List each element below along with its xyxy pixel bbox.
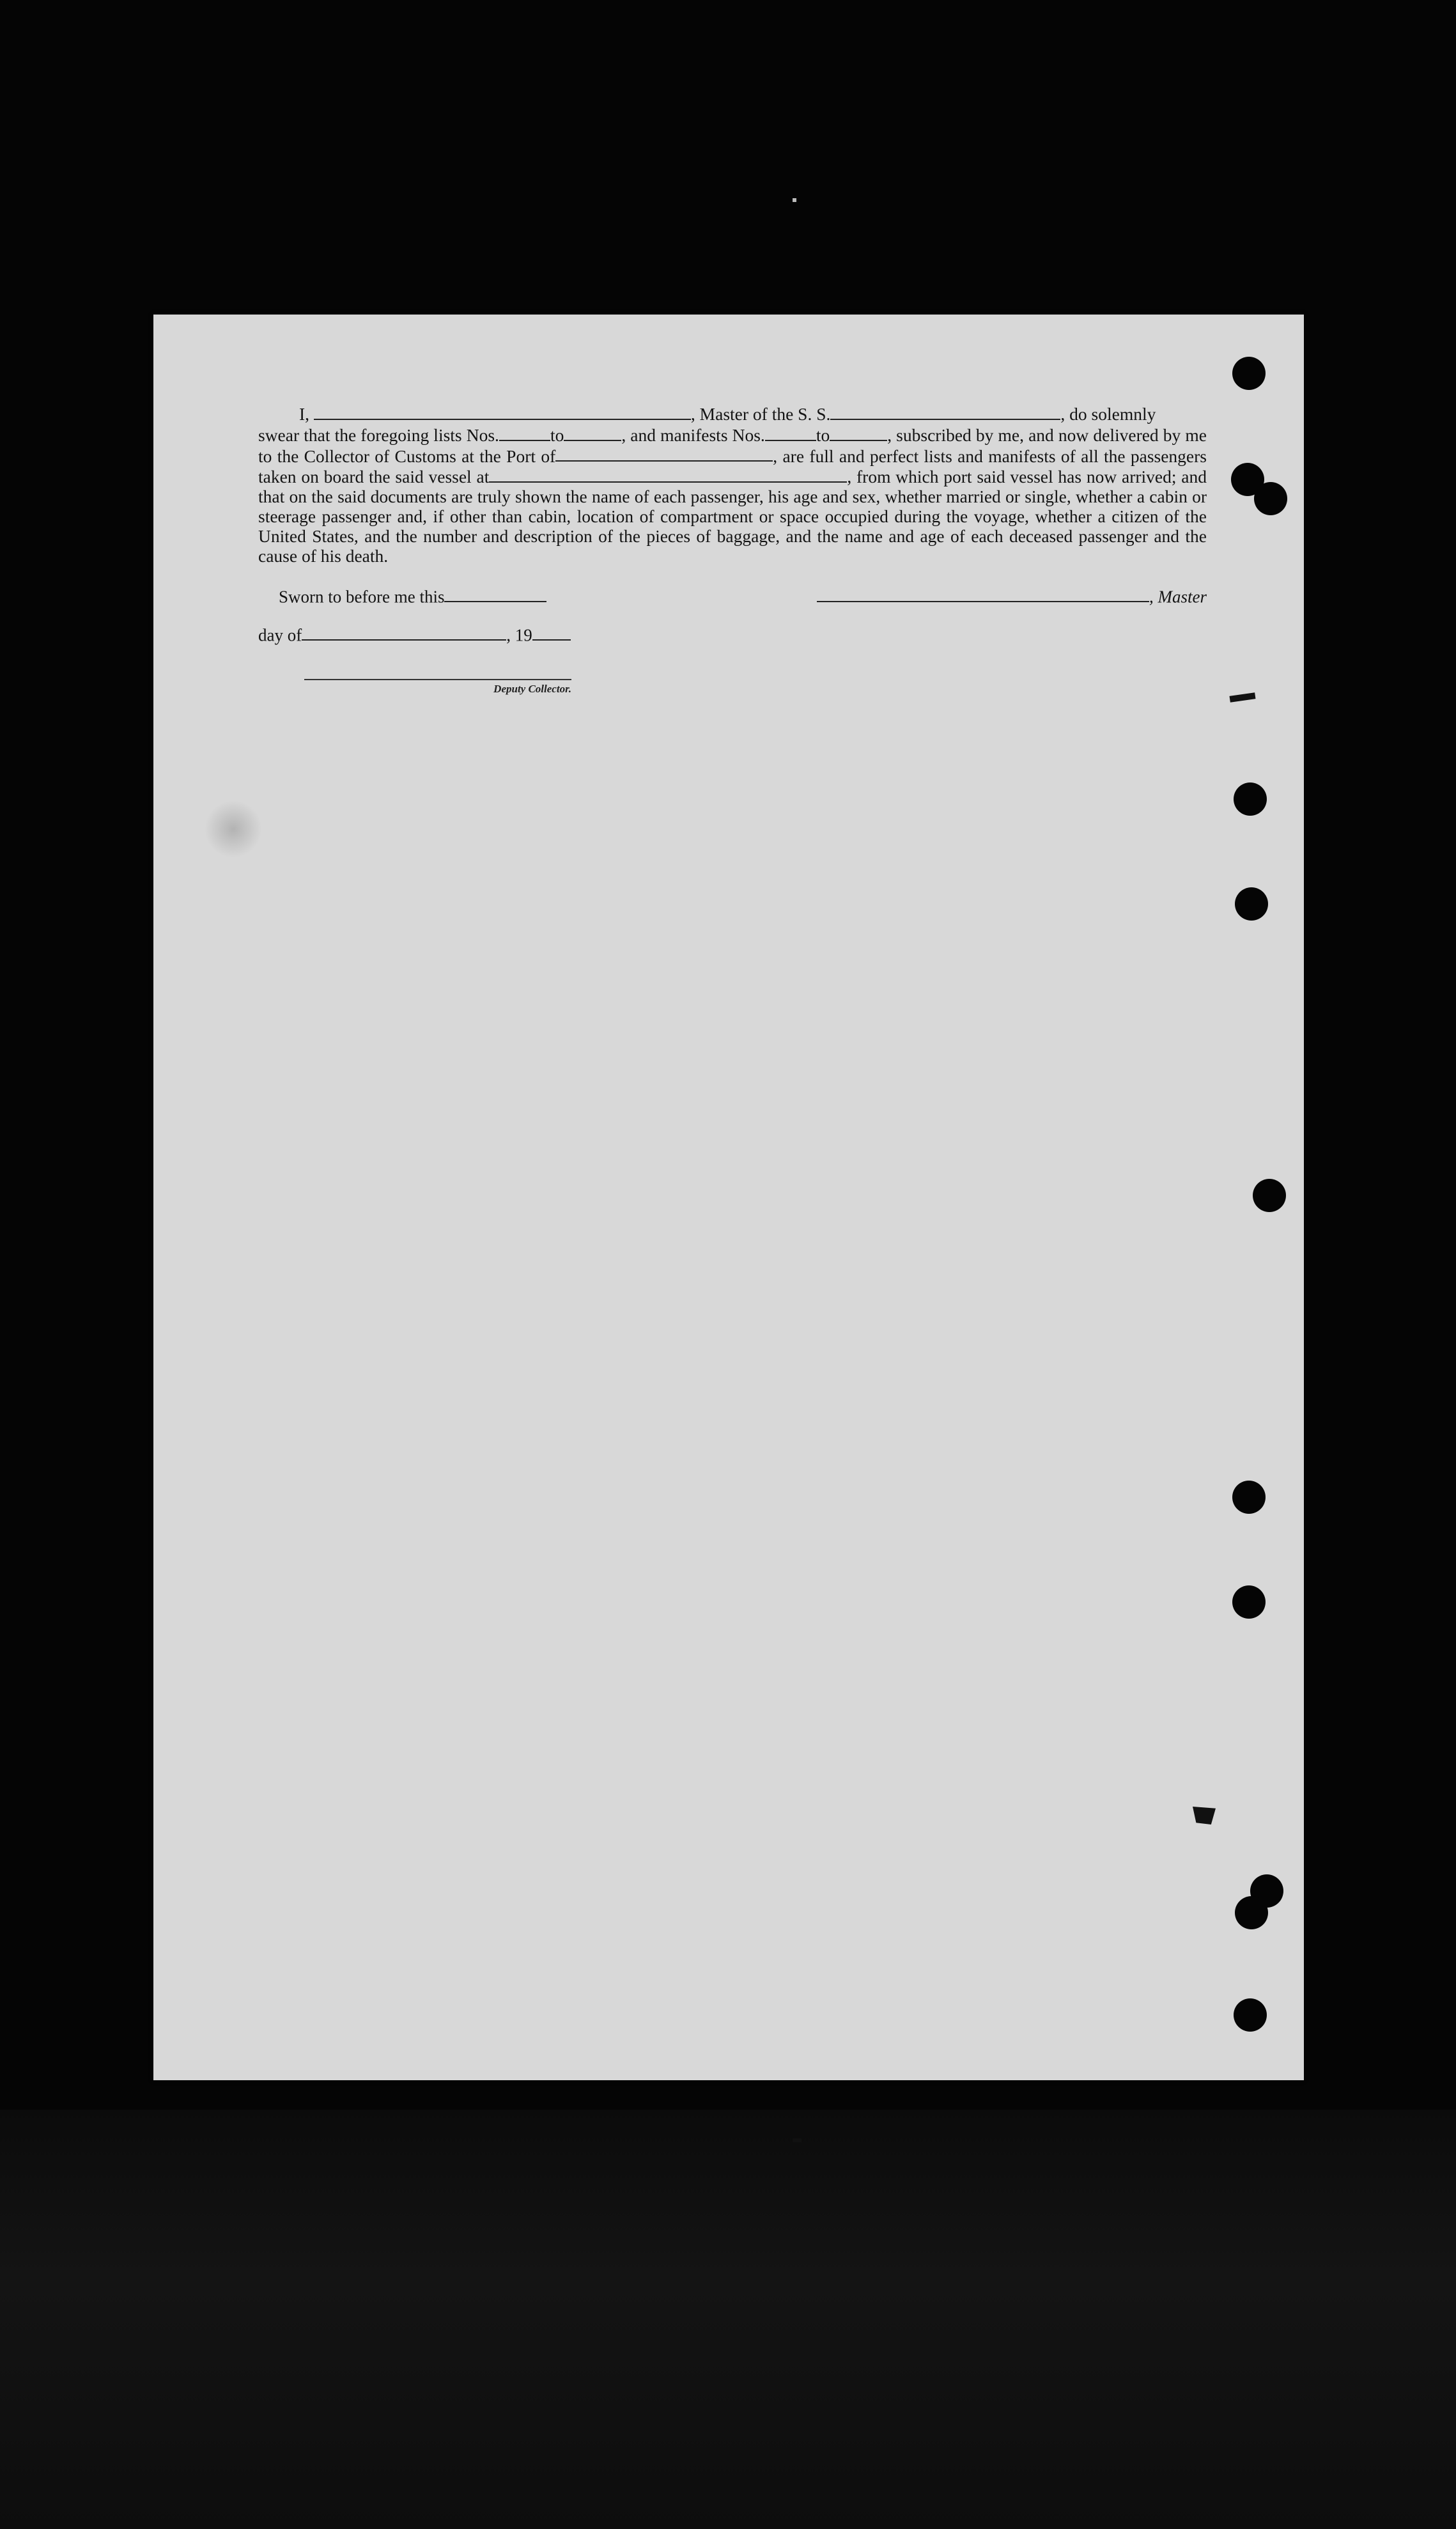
oath-subscribed: , subscribed by me, and now delivered by me to the Collector of Customs at the Port of xyxy=(258,424,1207,466)
oath-paragraph xyxy=(258,403,1207,566)
punch-hole xyxy=(1234,1998,1267,2032)
oath-and-manifests: , and manifests Nos. xyxy=(621,424,765,445)
deputy-collector-label: Deputy Collector. xyxy=(493,683,571,695)
year-blank xyxy=(532,624,571,641)
master-signature-blank xyxy=(817,586,1149,602)
oath-master-of-ss: , Master of the S. S. xyxy=(690,403,831,424)
punch-hole xyxy=(1235,887,1268,921)
scan-lower-band xyxy=(0,2110,1456,2529)
stamp-smudge xyxy=(205,800,262,858)
scan-speck xyxy=(793,2138,802,2142)
punch-hole xyxy=(1232,1481,1266,1514)
departure-port-blank xyxy=(489,465,847,483)
punch-hole xyxy=(1232,357,1266,390)
punch-hole xyxy=(1234,782,1267,816)
sworn-text: Sworn to before me this xyxy=(279,587,445,607)
day-of-text: day of xyxy=(258,625,302,645)
manifests-to-blank xyxy=(830,424,887,441)
punch-hole xyxy=(1253,1179,1286,1212)
punch-hole xyxy=(1232,1585,1266,1619)
lists-from-blank xyxy=(499,424,550,441)
month-blank xyxy=(302,624,506,641)
master-suffix: , Master xyxy=(1149,587,1207,607)
deputy-collector-signature-line xyxy=(304,679,571,680)
oath-full-perfect: , are full and perfect lists and manifests of all the passengers taken on board the said vessel at xyxy=(258,446,1207,486)
oath-i: I, xyxy=(299,403,310,424)
oath-to-2: to xyxy=(816,424,830,445)
master-name-blank xyxy=(314,403,691,420)
port-blank xyxy=(555,445,773,462)
ship-name-blank xyxy=(830,403,1060,420)
oath-do-solemnly: , do solemnly xyxy=(1060,403,1156,424)
master-signature-line xyxy=(812,586,1207,607)
sworn-line xyxy=(279,586,546,607)
document-page xyxy=(153,315,1304,2080)
year-prefix: , 19 xyxy=(506,625,532,645)
oath-to-1: to xyxy=(550,424,564,445)
sworn-day-blank xyxy=(444,586,546,602)
day-line xyxy=(258,624,571,645)
scan-speck xyxy=(793,198,796,202)
punch-hole xyxy=(1235,1896,1268,1929)
punch-hole xyxy=(1254,482,1287,515)
oath-from-which: , from which port said vessel has now arrived; and that on the said documents are truly shown the name of each passenger, his age and sex, whether married or single, whether a cabin or steerage passenger and, if other than cabin, location of compartment or space occupied during the voyage, whether a citizen of the United States, and the number and description of the pieces of baggage, and the name and age of each deceased passenger and the cause of his death. xyxy=(258,467,1207,566)
lists-to-blank xyxy=(564,424,621,441)
oath-swear-lists: swear that the foregoing lists Nos. xyxy=(258,424,499,445)
manifests-from-blank xyxy=(765,424,816,441)
